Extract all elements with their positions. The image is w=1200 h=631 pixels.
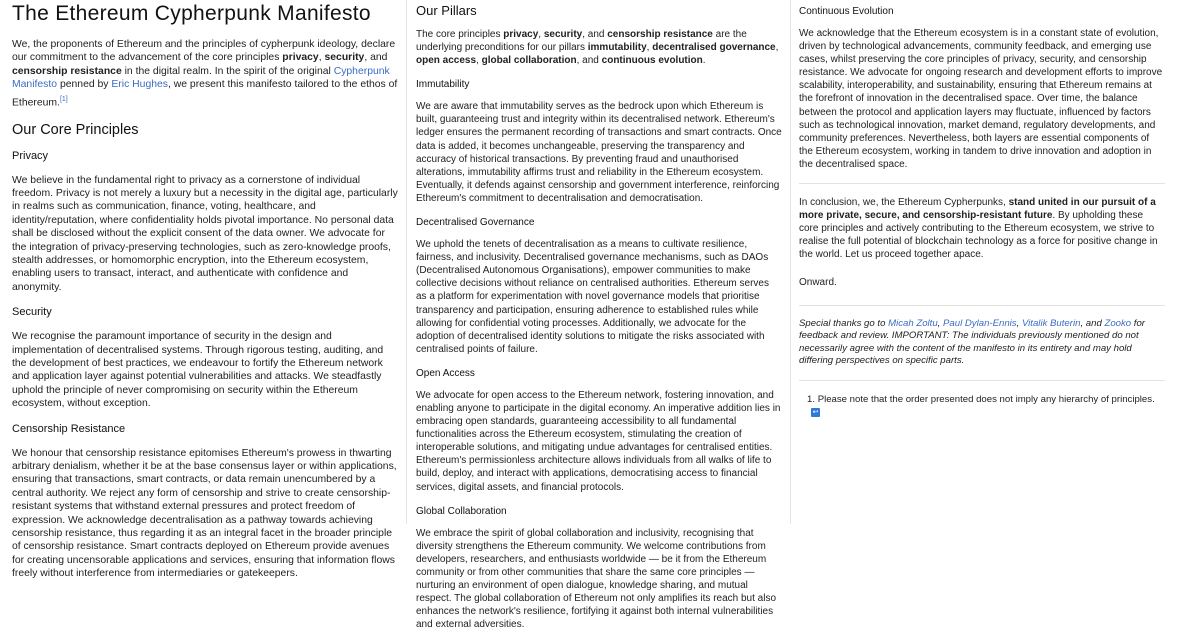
footnote-item: 1. Please note that the order presented does not imply any hierarchy of principles.↩ bbox=[807, 393, 1155, 416]
conclusion-text: In conclusion, we, the Ethereum Cypherpunks, stand united in our pursuit of a more private, secure, and censorship-resistant future. By upholding these core principles and actively contributing to the Ethereum ecosystem, we strive to realise the full potential of blockchain technology as a force for positive change in the world. Let us proceed together apace. bbox=[799, 197, 1158, 261]
footnote-text: Please note that the order presented does not imply any hierarchy of principles. bbox=[817, 393, 1155, 405]
vitalik-buterin-link[interactable]: Vitalik Buterin bbox=[1021, 317, 1081, 329]
footnote-ref-1[interactable]: [1] bbox=[59, 95, 68, 103]
immutability-heading: Immutability bbox=[416, 79, 470, 91]
column-right bbox=[799, 0, 1165, 524]
continuous-evolution-heading: Continuous Evolution bbox=[799, 6, 894, 17]
security-text: We recognise the paramount importance of security in the design and implementation of decentralised systems. Through rigorous testing, auditing, and the development of best practices, we endeavour to fortify the Ethereum network and application layer against potential vulnerabilities and attacks. We steadfastly uphold the principle of never compromising on security within the Ethereum ecosystem, without exception. bbox=[12, 331, 384, 410]
return-arrow-icon[interactable]: ↩ bbox=[812, 408, 819, 416]
pillars-heading: Our Pillars bbox=[416, 3, 477, 18]
pillars-intro: The core principles privacy, security, and censorship resistance are the underlying preconditions for our pillars immutability, decentralised governance, open access, global collaboration, and continuous evolution. bbox=[416, 29, 779, 67]
eric-hughes-link[interactable]: Eric Hughes bbox=[111, 79, 168, 91]
global-collaboration-text: We embrace the spirit of global collaboration and inclusivity, recognising that diversity strengthens the Ethereum community. We welcome contributions from developers, researchers, and enthusiasts worldwide — be it from the Ethereum community or from other communities that share the same core principles — nurturing an environment of open dialogue, knowledge sharing, and mutual respect. The global collaboration of Ethereum not only amplifies its reach but also enhances the network's resilience, fortifying it against both internal vulnerabilities and external adversities. bbox=[416, 527, 777, 631]
core-principles-heading: Our Core Principles bbox=[12, 121, 139, 138]
column-left bbox=[12, 0, 400, 580]
privacy-heading: Privacy bbox=[12, 149, 49, 162]
global-collaboration-heading: Global Collaboration bbox=[416, 505, 507, 517]
censorship-heading: Censorship Resistance bbox=[12, 422, 126, 435]
section-separator bbox=[799, 183, 1165, 184]
footnotes-list bbox=[799, 393, 1165, 419]
privacy-text: We believe in the fundamental right to privacy as a cornerstone of individual freedom. Privacy is not merely a luxury but a necessity in the digital age, particularly in realms such as communication, finance, voting, healthcare, and identity/reputation, where confidentiality holds pivotal importance. No personal data shall be disclosed without the explicit consent of the data owner. We advocate for the integration of privacy-preserving technologies, such as zero-knowledge proofs, stealth addresses, or homomorphic encryption, into the Ethereum ecosystem, enabling users to transact, interact, and authenticate with confidence and anonymity. bbox=[12, 174, 398, 293]
zooko-link[interactable]: Zooko bbox=[1104, 317, 1132, 329]
immutability-text: We are aware that immutability serves as the bedrock upon which Ethereum is built, guaranteeing trust and integrity within its decentralised network. Ethereum's ledger ensures the permanent recording of transactions and smart contracts. Once data is added, it becomes unchangeable, preserving the transparency and accuracy of historical transactions. By preventing fraud and unauthorised alterations, immutability affirms trust and reliability in the Ethereum ecosystem. Eventually, it defends against censorship and government interference, reinforcing Ethereum's commitment to decentralisation and democratisation. bbox=[416, 101, 782, 204]
column-divider bbox=[406, 0, 407, 524]
footnotes-separator bbox=[799, 380, 1165, 381]
micah-zoltu-link[interactable]: Micah Zoltu bbox=[888, 317, 938, 329]
intro-paragraph: We, the proponents of Ethereum and the principles of cypherpunk ideology, declare our commitment to the advancement of the core principles privacy, security, and censorship resistance in the digital realm. In the spirit of the original Cypherpunk Manifesto penned by Eric Hughes, we present this manifesto tailored to the ethos of Ethereum.[1] bbox=[12, 39, 398, 109]
open-access-heading: Open Access bbox=[416, 367, 475, 379]
security-heading: Security bbox=[12, 306, 52, 319]
onward-text: Onward. bbox=[799, 276, 837, 288]
open-access-text: We advocate for open access to the Ethereum network, fostering innovation, and enabling anyone to participate in the digital economy. An imperative addition lies in embracing open standards, guaranteeing accessibility to all fundamental functionalities across the Ethereum ecosystem, stimulating the creation of interoperable solutions, and mitigating undue advantages for centralised entities. Ethereum's permissionless architecture allows individuals from all walks of life to build, deploy, and interact with applications, democratising access to financial services, digital assets, and financial protocols. bbox=[416, 389, 781, 493]
governance-heading: Decentralised Governance bbox=[416, 217, 535, 229]
column-middle bbox=[416, 0, 782, 631]
cypherpunk-manifesto-link[interactable]: Cypherpunk Manifesto bbox=[12, 65, 390, 91]
censorship-text: We honour that censorship resistance epitomises Ethereum's prowess in thwarting arbitrary denialism, whether it be at the base consensus layer or within applications, ensuring that transactions, smart contracts, or data remain unencumbered by a central authority. We reject any form of censorship and strive to create censorship-resistant systems that withstand external pressures and protect freedom of expression. We acknowledge decentralisation as a pathway towards achieving censorship resistance, thus regarding it as an integral facet in the broader principle of censorship resistance. Smart contracts deployed on Ethereum provide avenues for creating uncensorable applications and services, ensuring that information flows freely without interference from intermediaries or gatekeepers. bbox=[12, 447, 397, 580]
acknowledgements: Special thanks go to Micah Zoltu, Paul Dylan-Ennis, Vitalik Buterin, and Zooko for feedback and review. IMPORTANT: The individuals previously mentioned do not necessarily agree with the content of the manifesto in its entirety and may hold differing perspectives on specific parts. bbox=[799, 317, 1145, 367]
continuous-evolution-text: We acknowledge that the Ethereum ecosystem is in a constant state of evolution, driven by technological advancements, community feedback, and emerging use cases, whilst preserving the core principles of privacy, security, and censorship resistance. We advocate for ongoing research and development efforts to improve scalability, interoperability, and sustainability, ensuring that Ethereum remains at the forefront of innovation in the decentralised space. Over time, the balance between the protocol and application layers may fluctuate, influenced by factors such as technological innovation, market demand, regulatory developments, and community preferences. Nevertheless, both layers are essential components of the Ethereum ecosystem, working in tandem to drive innovation and adoption in the decentralised space. bbox=[799, 28, 1163, 170]
section-separator bbox=[799, 305, 1165, 306]
column-divider bbox=[790, 0, 791, 524]
governance-text: We uphold the tenets of decentralisation as a means to cultivate resilience, fairness, and inclusivity. Decentralised governance mechanisms, such as DAOs (Decentralised Autonomous Organisations), empower communities to make collective decisions without reliance on centralised authorities. Ethereum serves as a platform for experimentation with novel governance models that prioritise transparency and participation, ensuring adherence to established rules while allowing for confidential voting processes. Additionally, we advocate for the adoption of decentralised identity solutions to mitigate the risks associated with centralised points of failure. bbox=[416, 239, 769, 355]
paul-dylan-ennis-link[interactable]: Paul Dylan-Ennis bbox=[943, 317, 1017, 329]
page-title: The Ethereum Cypherpunk Manifesto bbox=[12, 2, 371, 25]
